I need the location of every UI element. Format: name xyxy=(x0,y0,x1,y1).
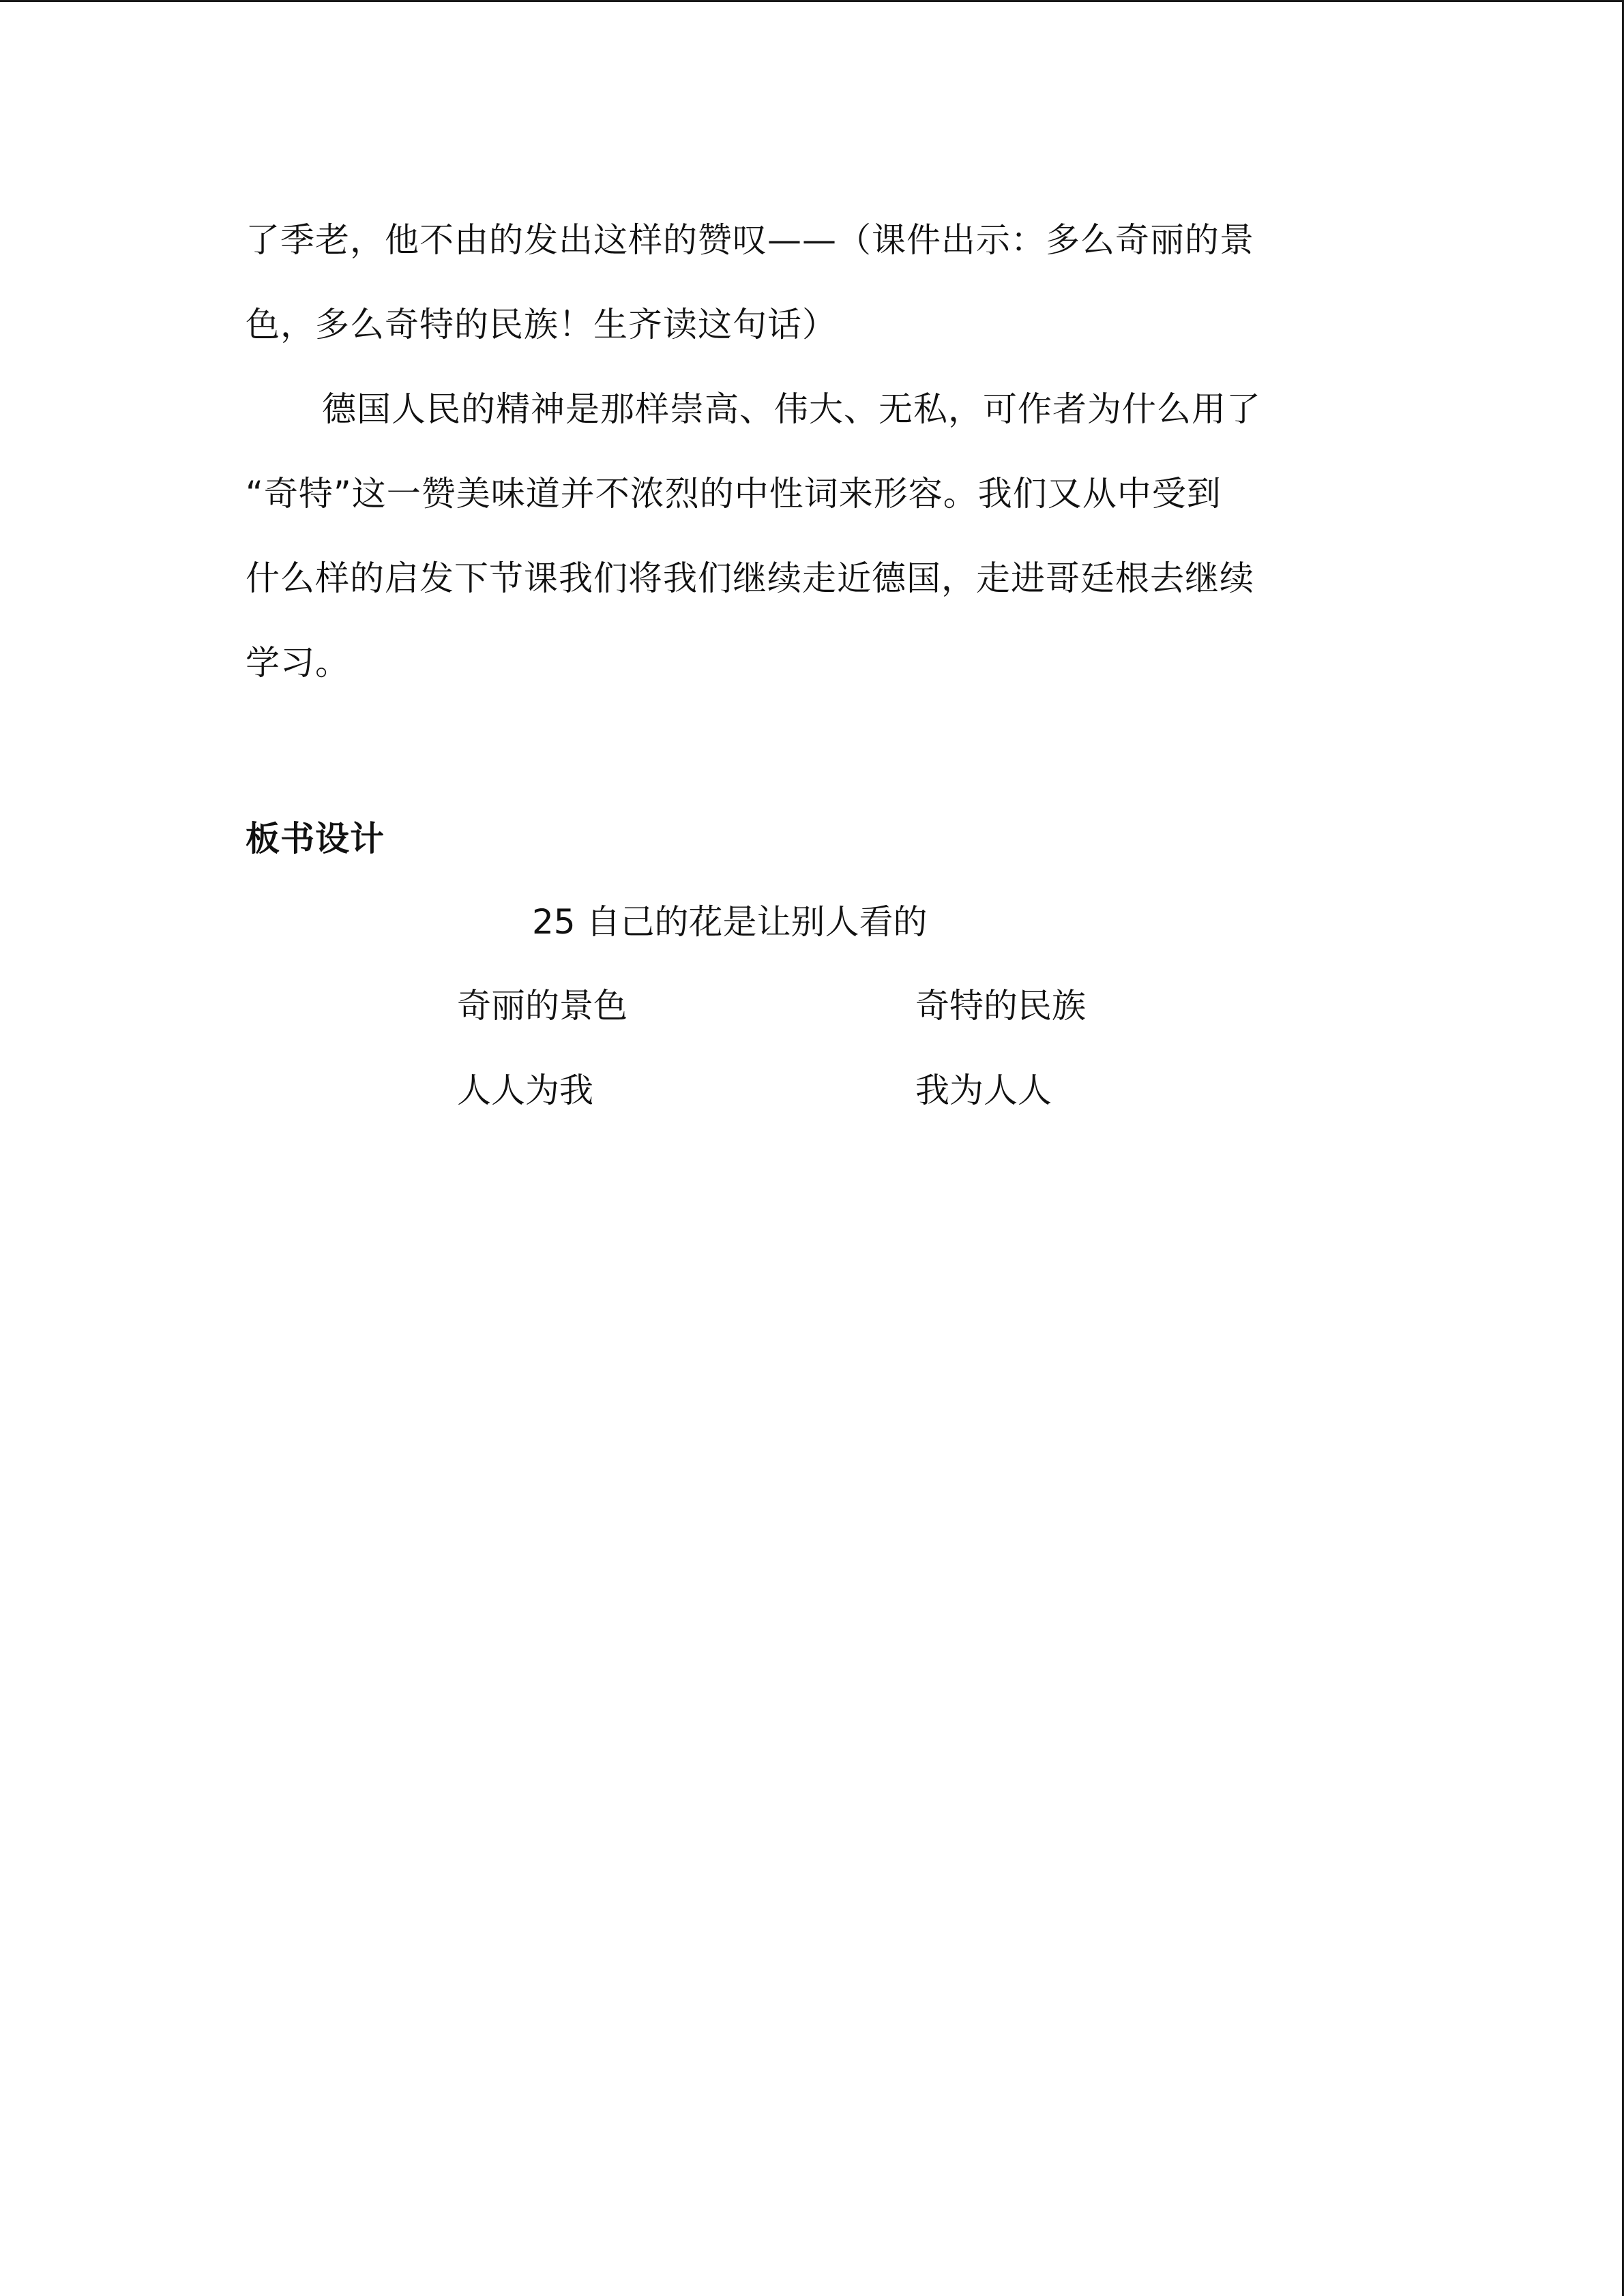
paragraph-line: “奇特”这一赞美味道并不浓烈的中性词来形容。我们又从中受到 xyxy=(246,474,1222,513)
paragraph-line: 色，多么奇特的民族！生齐读这句话） xyxy=(246,305,837,344)
board-row-1-left: 奇丽的景色 xyxy=(457,986,628,1026)
board-design-heading: 板书设计 xyxy=(246,819,385,859)
board-row-2-right: 我为人人 xyxy=(915,1071,1052,1110)
paragraph-line: 学习。 xyxy=(246,643,350,683)
paragraph-2 xyxy=(246,367,1357,705)
paragraph-1 xyxy=(246,198,1357,367)
board-design-title: 25 自己的花是让别人看的 xyxy=(532,902,928,942)
board-row-2-left: 人人为我 xyxy=(457,1071,593,1110)
board-row-1-right: 奇特的民族 xyxy=(915,986,1086,1026)
paragraph-line: 德国人民的精神是那样崇高、伟大、无私，可作者为什么用了 xyxy=(322,389,1261,429)
paragraph-line: 什么样的启发下节课我们将我们继续走近德国，走进哥廷根去继续 xyxy=(246,558,1254,598)
page-border-top xyxy=(0,0,1624,2)
paragraph-line: 了季老，他不由的发出这样的赞叹——（课件出示：多么奇丽的景 xyxy=(246,220,1254,260)
